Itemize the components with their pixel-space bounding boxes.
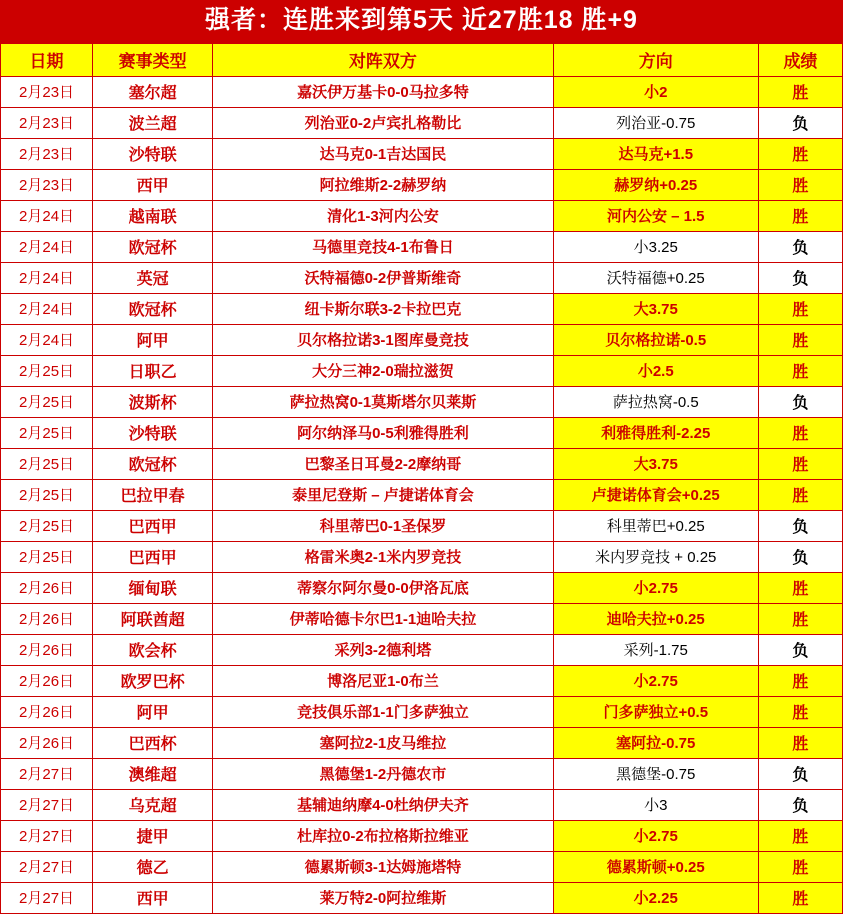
cell-direction: 门多萨独立+0.5 (553, 696, 758, 727)
cell-direction: 萨拉热窝-0.5 (553, 386, 758, 417)
cell-match: 伊蒂哈德卡尔巴1-1迪哈夫拉 (213, 603, 553, 634)
cell-match: 大分三神2-0瑞拉滋贺 (213, 355, 553, 386)
table-row (1, 479, 843, 510)
cell-league: 缅甸联 (93, 572, 213, 603)
cell-result: 胜 (758, 138, 842, 169)
cell-result: 胜 (758, 479, 842, 510)
cell-result: 负 (758, 789, 842, 820)
cell-result: 负 (758, 541, 842, 572)
cell-league: 阿甲 (93, 324, 213, 355)
column-header-league: 赛事类型 (93, 43, 213, 76)
cell-date: 2月26日 (1, 603, 93, 634)
cell-date: 2月27日 (1, 758, 93, 789)
cell-date: 2月25日 (1, 386, 93, 417)
cell-result: 负 (758, 386, 842, 417)
table-row (1, 200, 843, 231)
cell-match: 格雷米奥2-1米内罗竞技 (213, 541, 553, 572)
cell-league: 波斯杯 (93, 386, 213, 417)
cell-match: 萨拉热窝0-1莫斯塔尔贝莱斯 (213, 386, 553, 417)
cell-result: 胜 (758, 696, 842, 727)
cell-date: 2月24日 (1, 262, 93, 293)
cell-result: 胜 (758, 851, 842, 882)
cell-league: 西甲 (93, 169, 213, 200)
column-header-date: 日期 (1, 43, 93, 76)
cell-date: 2月26日 (1, 665, 93, 696)
cell-match: 阿尔纳泽马0-5利雅得胜利 (213, 417, 553, 448)
table-row (1, 696, 843, 727)
cell-league: 越南联 (93, 200, 213, 231)
cell-league: 日职乙 (93, 355, 213, 386)
cell-result: 胜 (758, 665, 842, 696)
cell-result: 负 (758, 107, 842, 138)
cell-league: 欧冠杯 (93, 231, 213, 262)
cell-match: 贝尔格拉诺3-1图库曼竞技 (213, 324, 553, 355)
cell-league: 巴西杯 (93, 727, 213, 758)
cell-match: 巴黎圣日耳曼2-2摩纳哥 (213, 448, 553, 479)
cell-result: 胜 (758, 603, 842, 634)
cell-result: 负 (758, 634, 842, 665)
cell-result: 胜 (758, 355, 842, 386)
cell-result: 胜 (758, 417, 842, 448)
table-row (1, 448, 843, 479)
cell-date: 2月26日 (1, 696, 93, 727)
cell-league: 巴拉甲春 (93, 479, 213, 510)
cell-match: 纽卡斯尔联3-2卡拉巴克 (213, 293, 553, 324)
column-header-match: 对阵双方 (213, 43, 553, 76)
cell-league: 巴西甲 (93, 541, 213, 572)
table-row (1, 758, 843, 789)
table-row (1, 541, 843, 572)
cell-date: 2月25日 (1, 355, 93, 386)
cell-league: 欧冠杯 (93, 293, 213, 324)
cell-result: 胜 (758, 169, 842, 200)
cell-league: 德乙 (93, 851, 213, 882)
cell-date: 2月26日 (1, 634, 93, 665)
cell-league: 欧冠杯 (93, 448, 213, 479)
cell-direction: 贝尔格拉诺-0.5 (553, 324, 758, 355)
cell-match: 沃特福德0-2伊普斯维奇 (213, 262, 553, 293)
cell-result: 胜 (758, 293, 842, 324)
cell-league: 沙特联 (93, 138, 213, 169)
table-row (1, 789, 843, 820)
cell-date: 2月27日 (1, 820, 93, 851)
cell-league: 沙特联 (93, 417, 213, 448)
cell-result: 胜 (758, 76, 842, 107)
cell-match: 博洛尼亚1-0布兰 (213, 665, 553, 696)
cell-match: 嘉沃伊万基卡0-0马拉多特 (213, 76, 553, 107)
cell-match: 马德里竞技4-1布鲁日 (213, 231, 553, 262)
cell-direction: 塞阿拉-0.75 (553, 727, 758, 758)
cell-direction: 卢捷诺体育会+0.25 (553, 479, 758, 510)
table-row (1, 634, 843, 665)
cell-date: 2月24日 (1, 231, 93, 262)
cell-match: 杜库拉0-2布拉格斯拉维亚 (213, 820, 553, 851)
cell-direction: 小2 (553, 76, 758, 107)
cell-direction: 大3.75 (553, 293, 758, 324)
cell-date: 2月25日 (1, 417, 93, 448)
cell-direction: 河内公安 – 1.5 (553, 200, 758, 231)
table-row (1, 510, 843, 541)
cell-league: 西甲 (93, 882, 213, 913)
cell-date: 2月27日 (1, 789, 93, 820)
cell-result: 胜 (758, 200, 842, 231)
cell-date: 2月27日 (1, 851, 93, 882)
table-row (1, 727, 843, 758)
cell-direction: 沃特福德+0.25 (553, 262, 758, 293)
cell-league: 英冠 (93, 262, 213, 293)
cell-result: 负 (758, 231, 842, 262)
cell-match: 科里蒂巴0-1圣保罗 (213, 510, 553, 541)
cell-direction: 赫罗纳+0.25 (553, 169, 758, 200)
cell-match: 达马克0-1吉达国民 (213, 138, 553, 169)
cell-match: 德累斯顿3-1达姆施塔特 (213, 851, 553, 882)
cell-date: 2月23日 (1, 107, 93, 138)
cell-match: 蒂察尔阿尔曼0-0伊洛瓦底 (213, 572, 553, 603)
table-row (1, 851, 843, 882)
cell-direction: 利雅得胜利-2.25 (553, 417, 758, 448)
cell-direction: 小3 (553, 789, 758, 820)
table-row (1, 882, 843, 913)
cell-date: 2月25日 (1, 510, 93, 541)
cell-direction: 采列-1.75 (553, 634, 758, 665)
cell-direction: 米内罗竞技 + 0.25 (553, 541, 758, 572)
cell-league: 巴西甲 (93, 510, 213, 541)
cell-date: 2月26日 (1, 727, 93, 758)
cell-result: 负 (758, 758, 842, 789)
table-row (1, 293, 843, 324)
cell-league: 波兰超 (93, 107, 213, 138)
cell-result: 负 (758, 262, 842, 293)
cell-match: 基辅迪纳摩4-0杜纳伊夫齐 (213, 789, 553, 820)
cell-direction: 大3.75 (553, 448, 758, 479)
cell-result: 胜 (758, 572, 842, 603)
cell-date: 2月24日 (1, 200, 93, 231)
cell-date: 2月23日 (1, 76, 93, 107)
cell-match: 莱万特2-0阿拉维斯 (213, 882, 553, 913)
cell-date: 2月23日 (1, 169, 93, 200)
table-body (1, 76, 843, 913)
cell-date: 2月26日 (1, 572, 93, 603)
cell-league: 阿联酋超 (93, 603, 213, 634)
cell-match: 泰里尼登斯 – 卢捷诺体育会 (213, 479, 553, 510)
cell-league: 澳维超 (93, 758, 213, 789)
table-header-row (1, 43, 843, 76)
cell-direction: 黑德堡-0.75 (553, 758, 758, 789)
cell-match: 阿拉维斯2-2赫罗纳 (213, 169, 553, 200)
table-row (1, 603, 843, 634)
cell-match: 塞阿拉2-1皮马维拉 (213, 727, 553, 758)
cell-direction: 达马克+1.5 (553, 138, 758, 169)
cell-league: 乌克超 (93, 789, 213, 820)
cell-date: 2月25日 (1, 448, 93, 479)
table-row (1, 76, 843, 107)
cell-direction: 迪哈夫拉+0.25 (553, 603, 758, 634)
cell-league: 欧罗巴杯 (93, 665, 213, 696)
cell-direction: 小2.75 (553, 665, 758, 696)
cell-date: 2月25日 (1, 479, 93, 510)
table-row (1, 324, 843, 355)
table-row (1, 231, 843, 262)
page-title: 强者：连胜来到第5天 近27胜18 胜+9 (0, 0, 843, 43)
table-row (1, 820, 843, 851)
cell-result: 胜 (758, 727, 842, 758)
cell-match: 列治亚0-2卢宾扎格勒比 (213, 107, 553, 138)
cell-league: 阿甲 (93, 696, 213, 727)
match-table (0, 43, 843, 914)
cell-date: 2月24日 (1, 324, 93, 355)
cell-result: 胜 (758, 882, 842, 913)
table-row (1, 386, 843, 417)
cell-match: 采列3-2德利塔 (213, 634, 553, 665)
cell-result: 负 (758, 510, 842, 541)
cell-direction: 列治亚-0.75 (553, 107, 758, 138)
cell-match: 清化1-3河内公安 (213, 200, 553, 231)
table-row (1, 169, 843, 200)
table-row (1, 262, 843, 293)
table-row (1, 572, 843, 603)
cell-league: 捷甲 (93, 820, 213, 851)
cell-league: 塞尔超 (93, 76, 213, 107)
cell-direction: 小2.75 (553, 820, 758, 851)
cell-direction: 德累斯顿+0.25 (553, 851, 758, 882)
column-header-direction: 方向 (553, 43, 758, 76)
cell-match: 黑德堡1-2丹德农市 (213, 758, 553, 789)
table-row (1, 107, 843, 138)
cell-match: 竞技俱乐部1-1门多萨独立 (213, 696, 553, 727)
column-header-result: 成绩 (758, 43, 842, 76)
table-row (1, 417, 843, 448)
cell-direction: 小2.75 (553, 572, 758, 603)
cell-date: 2月23日 (1, 138, 93, 169)
table-row (1, 355, 843, 386)
cell-direction: 小2.5 (553, 355, 758, 386)
cell-result: 胜 (758, 324, 842, 355)
cell-result: 胜 (758, 820, 842, 851)
cell-league: 欧会杯 (93, 634, 213, 665)
table-row (1, 138, 843, 169)
cell-direction: 科里蒂巴+0.25 (553, 510, 758, 541)
cell-date: 2月27日 (1, 882, 93, 913)
table-row (1, 665, 843, 696)
cell-date: 2月24日 (1, 293, 93, 324)
cell-date: 2月25日 (1, 541, 93, 572)
cell-direction: 小3.25 (553, 231, 758, 262)
cell-result: 胜 (758, 448, 842, 479)
cell-direction: 小2.25 (553, 882, 758, 913)
